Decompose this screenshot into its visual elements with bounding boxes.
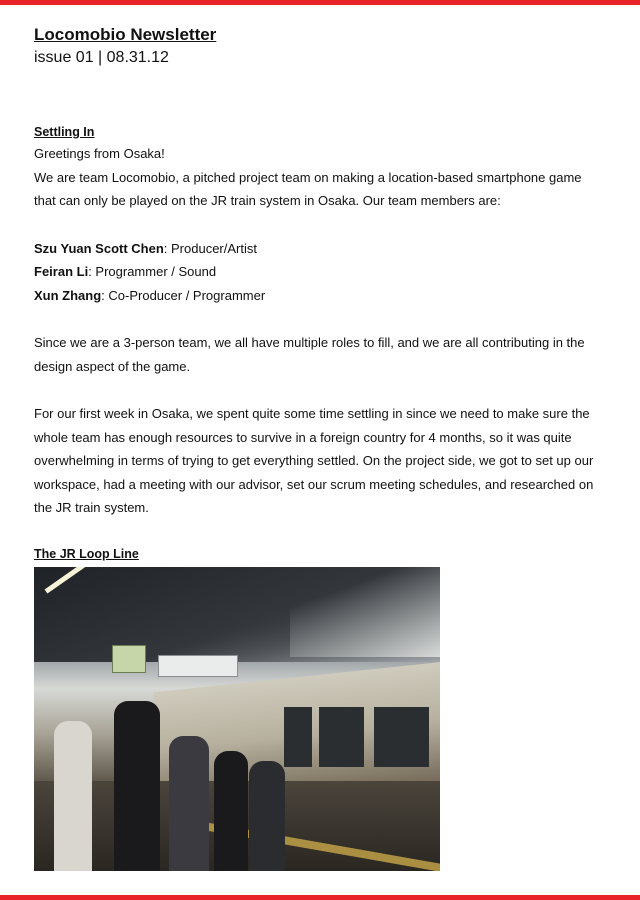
member-name: Feiran Li [34,264,89,279]
issue-line: issue 01 | 08.31.12 [34,49,169,66]
member-role: : Co-Producer / Programmer [101,287,266,303]
bottom-red-bar [0,895,640,900]
first-week-paragraph: For our first week in Osaka, we spent quite some time settling in since we need to make sure the whole team has enough resources to survive in a foreign country for 4 months, so it was quite overwhelming in terms of trying to get everything settled. On the project side, we got to set up our workspace, had a meeting with our advisor, set our scrum meeting schedules, and researched on the JR train system. [34,406,594,515]
team-member [34,260,604,284]
train-platform-photo [34,567,440,871]
section-heading-jr-loop-line: The JR Loop Line [34,546,139,561]
greeting-text: Greetings from Osaka! [34,146,165,161]
team-member [34,237,604,261]
member-name: Xun Zhang [34,287,102,303]
roles-paragraph: Since we are a 3-person team, we all have multiple roles to fill, and we are all contributing in the design aspect of the game. [34,335,585,374]
member-name: Szu Yuan Scott Chen [34,240,164,256]
member-role: : Programmer / Sound [88,264,217,279]
newsletter-content [34,24,604,871]
top-red-bar [0,0,640,5]
member-role: : Producer/Artist [163,240,257,256]
intro-paragraph: We are team Locomobio, a pitched project team on making a location-based smartphone game that can only be played on the JR train system in Osaka. Our team members are: [34,169,582,208]
section-heading-settling-in: Settling In [34,125,95,139]
newsletter-title: Locomobio Newsletter [34,25,217,44]
team-member [34,284,604,308]
